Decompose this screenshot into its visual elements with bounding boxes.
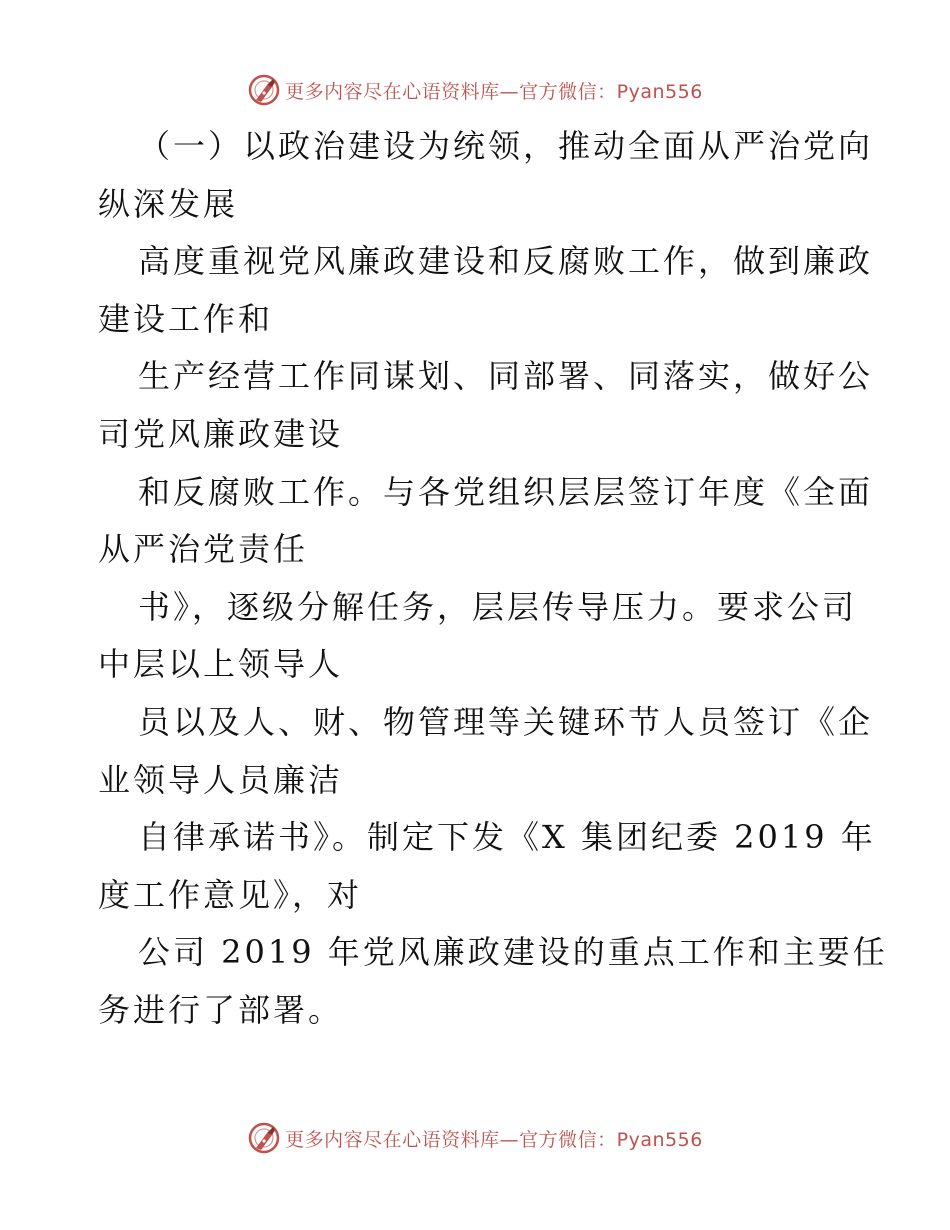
paragraph-line: 务进行了部署。	[98, 990, 344, 1029]
footer-watermark	[0, 1118, 950, 1158]
paragraph-line: 公司 2019 年党风廉政建设的重点工作和主要任	[138, 933, 888, 972]
paragraph-line: （一）以政治建设为统领，推动全面从严治党向	[138, 127, 874, 165]
paragraph-line: 中层以上领导人	[98, 645, 344, 684]
paragraph-line: 生产经营工作同谋划、同部署、同落实，做好公	[138, 357, 874, 396]
paragraph-line: 员以及人、财、物管理等关键环节人员签订《企	[138, 702, 874, 741]
pen-nib-logo-icon	[247, 73, 281, 107]
paragraph-line: 业领导人员廉洁	[98, 760, 344, 799]
header-watermark	[0, 70, 950, 110]
paragraph-line: 和反腐败工作。与各党组织层层签订年度《全面	[138, 472, 874, 511]
footer-watermark-text: 更多内容尽在心语资料库—官方微信：Pyan556	[285, 1128, 703, 1151]
paragraph-line: 司党风廉政建设	[98, 414, 344, 453]
paragraph-line: 高度重视党风廉政建设和反腐败工作，做到廉政	[138, 242, 874, 281]
paragraph-line: 度工作意见》，对	[98, 875, 363, 914]
paragraph-line: 书》，逐级分解任务，层层传导压力。要求公司	[138, 587, 858, 626]
paragraph-line: 从严治党责任	[98, 530, 309, 569]
paragraph-line: 纵深发展	[98, 184, 239, 223]
paragraph-line: 自律承诺书》。制定下发《X 集团纪委 2019 年	[138, 818, 876, 857]
header-watermark-text: 更多内容尽在心语资料库—官方微信：Pyan556	[285, 80, 703, 103]
paragraph-line: 建设工作和	[98, 299, 274, 338]
pen-nib-logo-icon	[247, 1121, 281, 1155]
document-body	[98, 118, 888, 1040]
